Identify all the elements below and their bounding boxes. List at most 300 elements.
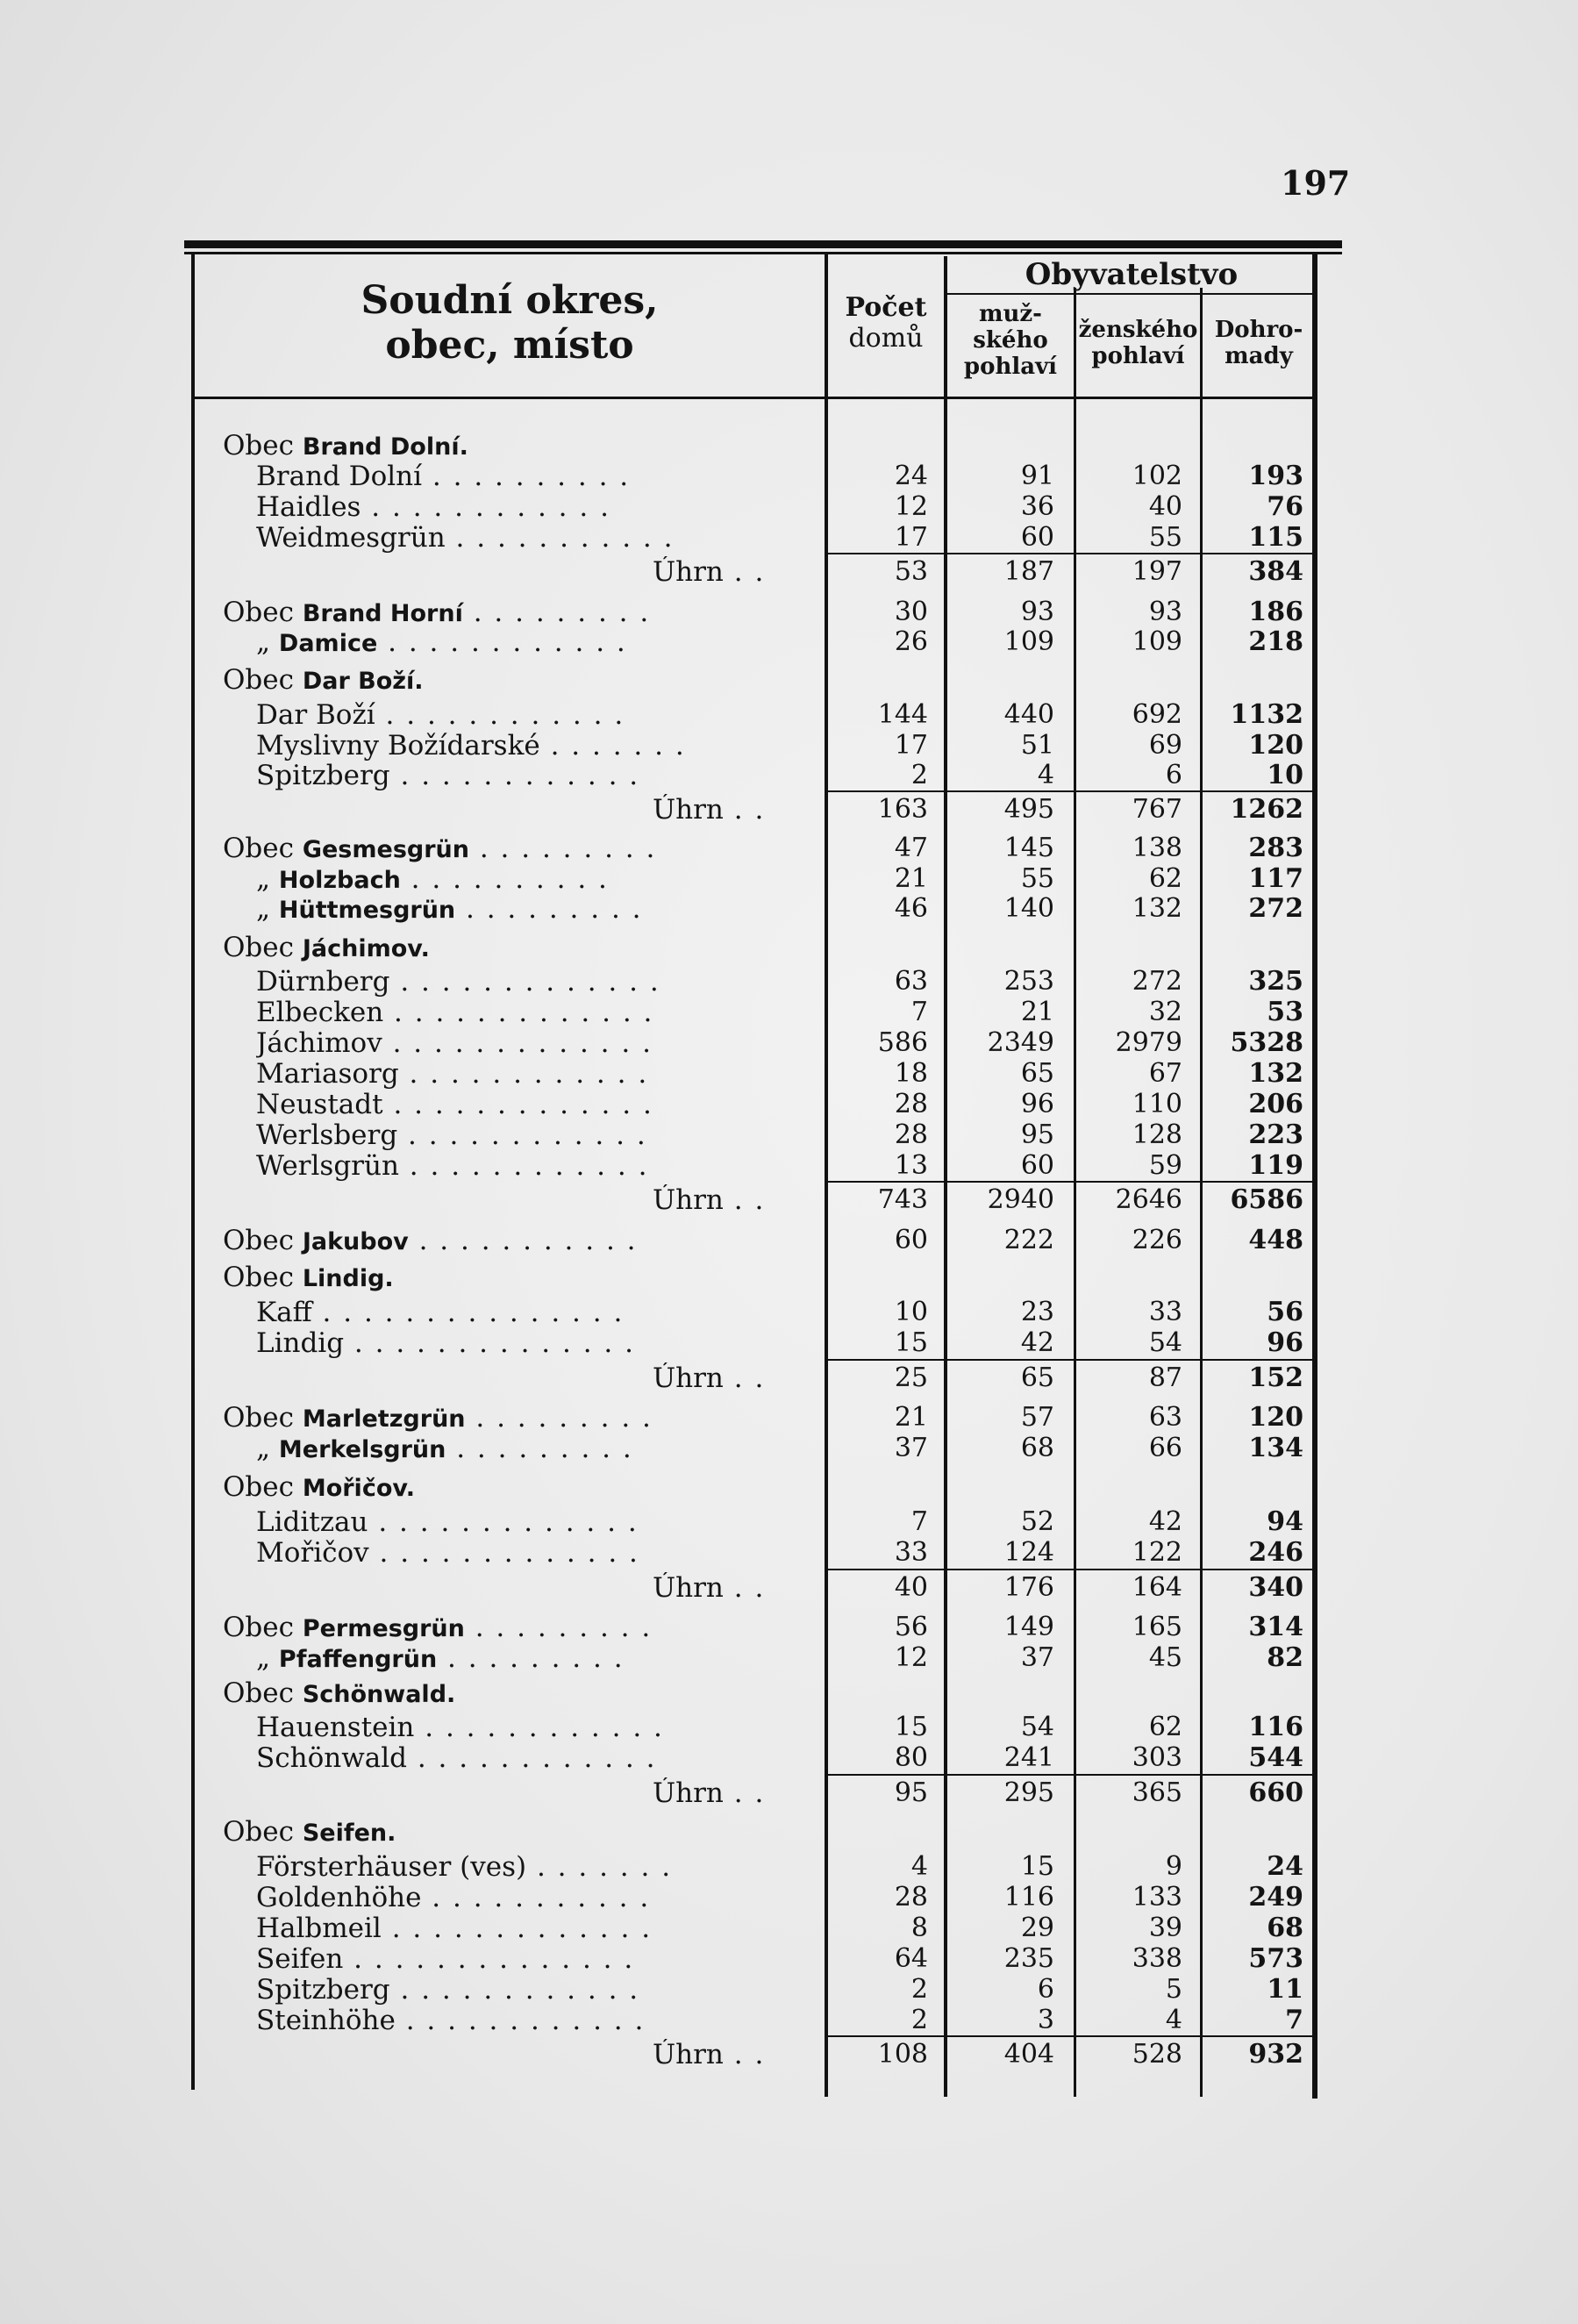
row-label-text: Dar Boží [256,699,375,731]
row-label [256,1712,835,1743]
row-label-text: Úhrn [653,1572,724,1604]
municipality-name: Jakubov [302,1228,409,1255]
row-label [256,1089,835,1120]
female-cell: 66 [1148,1433,1182,1463]
dot-leader: . . . . . . . . . . . . . [382,1027,653,1059]
male-cell: 37 [1020,1642,1054,1673]
total-header-line2: mady [1225,342,1293,369]
dot-leader: . . . . . . . [539,730,686,762]
male-cell: 60 [1020,1150,1054,1181]
row-label-text: Úhrn [653,1777,724,1809]
total-cell: 6586 [1230,1184,1303,1215]
dot-leader: . . . . . . . . . . . . . . [343,1943,635,1975]
table-row [0,1433,1578,1462]
total-cell: 7 [1285,2005,1303,2035]
dot-leader: . . [723,1362,766,1394]
dot-leader: . . . . . . . . . . . [408,1225,638,1256]
table-row [0,1943,1578,1973]
houses-cell: 21 [894,863,928,894]
dot-leader: . . . . . . . . . [446,1433,633,1464]
female-cell: 767 [1132,794,1182,825]
dot-leader: . . . . . . . . . . . . . [389,966,660,998]
table-row [0,461,1578,490]
male-cell: 253 [1003,966,1054,997]
row-label [256,863,835,895]
row-label-text: Seifen [256,1943,344,1975]
female-cell: 69 [1148,730,1182,761]
dot-leader: . . . . . . . . . [437,1642,625,1674]
row-label [223,1262,802,1293]
row-label [256,461,835,492]
row-label [256,1058,835,1090]
row-label [256,1433,835,1464]
row-label [256,1851,835,1883]
male-cell: 15 [1020,1851,1054,1882]
row-label-text: Schönwald [256,1742,407,1774]
total-cell: 1262 [1230,794,1303,825]
dot-leader: . . . . . . . . . . . . . . [344,1327,635,1359]
summary-row [0,794,1578,824]
male-cell: 21 [1020,997,1054,1027]
houses-cell: 56 [894,1612,928,1642]
female-cell: 528 [1132,2039,1182,2070]
row-label-text: Steinhöhe [256,2005,396,2036]
houses-header [828,293,944,354]
dot-leader: . . . . . . . . . . . . [361,491,610,523]
row-label-text: Hauenstein [256,1712,415,1743]
dot-leader: . . [723,1572,766,1604]
district-header [195,279,825,368]
row-label-text: Obec [223,597,303,628]
houses-cell: 24 [894,461,928,491]
total-cell: 10 [1267,760,1303,790]
municipality-name: Lindig. [302,1265,394,1292]
female-cell: 164 [1132,1572,1182,1603]
row-label [256,997,835,1028]
male-cell: 440 [1003,699,1054,730]
row-label-text: Mořičov [256,1537,369,1569]
houses-cell: 743 [877,1184,928,1215]
row-label-text: „ [256,1433,279,1464]
row-label [223,664,802,696]
total-cell: 448 [1248,1225,1303,1255]
houses-cell: 7 [910,1506,928,1537]
male-cell: 52 [1020,1506,1054,1537]
houses-cell: 33 [894,1537,928,1568]
total-cell: 68 [1267,1913,1303,1943]
total-cell: 117 [1248,863,1303,894]
total-cell: 76 [1267,491,1303,522]
municipality-name: Marletzgrün [302,1405,466,1433]
houses-cell: 25 [894,1362,928,1393]
table-row [0,491,1578,521]
table-row [0,1262,1578,1291]
male-cell: 124 [1003,1537,1054,1568]
table-row [0,1882,1578,1912]
female-cell: 62 [1148,1712,1182,1742]
total-cell: 283 [1248,833,1303,863]
summary-row [0,1777,1578,1807]
row-label-text: Dürnberg [256,966,390,998]
row-label-text: Jáchimov [256,1027,382,1059]
row-label-text: Neustadt [256,1089,383,1120]
municipality-name: Jáchimov. [302,935,430,962]
total-cell: 340 [1248,1572,1303,1603]
houses-cell: 144 [877,699,928,730]
row-label [223,1677,802,1709]
dot-leader: . . . . . . . . . . . . . . . [311,1297,625,1328]
row-label [256,1537,835,1569]
houses-cell: 163 [877,794,928,825]
total-cell: 193 [1248,461,1303,491]
row-label [256,1943,835,1975]
total-cell: 120 [1248,1402,1303,1433]
dot-leader: . . [723,556,766,588]
row-label-text: Haidles [256,491,361,523]
row-label [256,491,835,523]
row-label [256,626,835,658]
male-cell: 36 [1020,491,1054,522]
houses-cell: 28 [894,1882,928,1913]
male-cell: 91 [1020,461,1054,491]
houses-cell: 95 [894,1777,928,1808]
table-row [0,1089,1578,1119]
row-label-text: Weidmesgrün [256,522,446,554]
total-cell: 660 [1248,1777,1303,1808]
summary-row [0,2039,1578,2069]
summary-row [0,1184,1578,1214]
female-cell: 132 [1132,893,1182,924]
row-label [256,1119,835,1151]
male-cell: 222 [1003,1225,1054,1255]
dot-leader: . . . . . . . . . [465,1402,653,1434]
row-label [223,1612,802,1643]
dot-leader: . . . . . . . . . . . . [414,1712,664,1743]
female-cell: 303 [1132,1742,1182,1773]
row-label-text: Úhrn [653,1362,724,1394]
table-row [0,1851,1578,1881]
total-cell: 246 [1248,1537,1303,1568]
table-row [0,2005,1578,2034]
total-cell: 132 [1248,1058,1303,1089]
female-cell: 39 [1148,1913,1182,1943]
female-cell: 2979 [1115,1027,1182,1058]
row-label-text: Úhrn [653,556,724,588]
row-label [223,1225,802,1256]
row-label-text: Obec [223,430,303,461]
row-label [256,1882,835,1913]
houses-cell: 10 [894,1297,928,1327]
houses-cell: 2 [910,1974,928,2005]
houses-cell: 17 [894,730,928,761]
male-cell: 96 [1020,1089,1054,1119]
dot-leader: . . . . . . . . . [468,833,657,864]
row-label-text: Úhrn [653,794,724,826]
male-cell: 55 [1020,863,1054,894]
dot-leader: . . . . . . . [526,1851,673,1883]
male-cell: 241 [1003,1742,1054,1773]
female-cell: 33 [1148,1297,1182,1327]
row-label-text: „ [256,1642,279,1674]
total-cell: 94 [1267,1506,1303,1537]
houses-header-line1: Počet [845,292,927,323]
dot-leader: . . . . . . . . . . . . [389,1974,640,2006]
district-header-line2: obec, místo [385,322,634,368]
municipality-name: Hüttmesgrün [278,897,456,924]
female-cell: 226 [1132,1225,1182,1255]
houses-cell: 28 [894,1089,928,1119]
table-row [0,1742,1578,1772]
row-label-text: Obec [223,1677,303,1709]
male-cell: 93 [1020,597,1054,627]
table-row [0,1150,1578,1180]
table-row [0,1119,1578,1149]
population-header-rule [947,293,1316,295]
total-cell: 1132 [1230,699,1303,730]
male-cell: 295 [1003,1777,1054,1808]
table-row [0,1225,1578,1255]
row-label-text: „ [256,626,279,658]
row-label [256,2005,835,2036]
dot-leader: . . [723,1184,766,1216]
houses-cell: 53 [894,556,928,587]
dot-leader: . . . . . . . . . . . . . [382,1089,653,1120]
dot-leader: . . . . . . . . . . . . [398,1058,649,1090]
header-bottom-rule [191,397,1317,399]
total-cell: 120 [1248,730,1303,761]
total-cell: 272 [1248,893,1303,924]
row-label-text: Obec [223,833,303,864]
dot-leader: . . . . . . . . . . . [445,522,675,554]
female-cell: 67 [1148,1058,1182,1089]
female-cell: 93 [1148,597,1182,627]
female-cell: 197 [1132,556,1182,587]
row-label-text: Goldenhöhe [256,1882,422,1913]
municipality-name: Dar Boží. [302,668,424,695]
dot-leader: . . [723,794,766,826]
female-cell: 2646 [1115,1184,1182,1215]
dot-leader: . . . . . . . . . . . . [406,1742,657,1774]
houses-cell: 12 [894,1642,928,1673]
row-label [223,1402,802,1434]
row-label-text: Lindig [256,1327,345,1359]
female-cell: 54 [1148,1327,1182,1358]
male-cell: 68 [1020,1433,1054,1463]
total-cell: 119 [1248,1150,1303,1181]
row-label [256,522,835,554]
houses-cell: 21 [894,1402,928,1433]
total-cell: 573 [1248,1943,1303,1974]
row-label-text: Liditzau [256,1506,368,1538]
row-label-text: Werlsberg [256,1119,398,1151]
total-cell: 56 [1267,1297,1303,1327]
female-cell: 338 [1132,1943,1182,1974]
summary-row [0,556,1578,586]
female-cell: 138 [1132,833,1182,863]
row-label [256,730,835,762]
male-cell: 23 [1020,1297,1054,1327]
table-row [0,1537,1578,1567]
male-cell: 109 [1003,626,1054,657]
total-cell: 249 [1248,1882,1303,1913]
male-cell: 495 [1003,794,1054,825]
male-cell: 140 [1003,893,1054,924]
female-cell: 9 [1165,1851,1182,1882]
row-label [256,760,835,791]
dot-leader: . . . . . . . . . . . . . [368,1537,639,1569]
row-label [256,1297,835,1328]
total-cell: 82 [1267,1642,1303,1673]
population-header: Obyvatelstvo [1025,257,1239,292]
row-label [256,1150,835,1182]
male-cell: 51 [1020,730,1054,761]
houses-cell: 18 [894,1058,928,1089]
male-cell: 65 [1020,1362,1054,1393]
total-cell: 384 [1248,556,1303,587]
page-number: 197 [1281,163,1351,203]
top-rule-thin [184,252,1342,254]
dot-leader: . . [723,2039,766,2070]
female-cell: 62 [1148,863,1182,894]
male-cell: 42 [1020,1327,1054,1358]
table-row [0,1974,1578,2004]
row-label-text: Obec [223,664,303,696]
male-cell: 2940 [987,1184,1054,1215]
table-row [0,1058,1578,1088]
male-header-line1: muž- [979,301,1042,327]
row-label-text: „ [256,893,279,925]
summary-rule [828,1359,1312,1361]
dot-leader: . . [723,1777,766,1809]
houses-cell: 28 [894,1119,928,1150]
female-cell: 122 [1132,1537,1182,1568]
male-cell: 3 [1037,2005,1054,2035]
female-header-line1: ženského [1078,317,1198,343]
table-row [0,522,1578,552]
male-cell: 145 [1003,833,1054,863]
female-cell: 5 [1165,1974,1182,2005]
table-row [0,1471,1578,1501]
row-label [223,430,802,461]
female-cell: 110 [1132,1089,1182,1119]
dot-leader: . . . . . . . . . . . . [375,699,625,731]
municipality-name: Holzbach [278,867,401,894]
total-cell: 325 [1248,966,1303,997]
male-header [947,302,1074,381]
dot-leader: . . . . . . . . . . . . [377,626,627,658]
total-cell: 223 [1248,1119,1303,1150]
houses-cell: 80 [894,1742,928,1773]
total-header-line1: Dohro- [1214,317,1303,343]
row-label-text: Elbecken [256,997,384,1028]
dot-leader: . . . . . . . . . [455,893,643,925]
houses-cell: 108 [877,2039,928,2070]
municipality-name: Merkelsgrün [278,1436,446,1463]
table-row [0,1027,1578,1057]
table-row [0,1327,1578,1357]
row-label-text: Úhrn [653,1184,724,1216]
houses-cell: 2 [910,2005,928,2035]
houses-cell: 13 [894,1150,928,1181]
total-cell: 544 [1248,1742,1303,1773]
dot-leader: . . . . . . . . . . . . [398,1150,649,1182]
male-cell: 54 [1020,1712,1054,1742]
female-cell: 102 [1132,461,1182,491]
female-cell: 165 [1132,1612,1182,1642]
houses-cell: 40 [894,1572,928,1603]
dot-leader: . . . . . . . . . . . . . [368,1506,639,1538]
row-label [223,833,802,864]
total-cell: 115 [1248,522,1303,553]
row-label-text: Obec [223,1225,303,1256]
row-label [256,1742,835,1774]
municipality-name: Damice [278,630,378,657]
row-label-text: Obec [223,1816,303,1848]
municipality-name: Brand Dolní. [302,433,468,461]
houses-cell: 8 [910,1913,928,1943]
summary-rule [828,1569,1312,1570]
male-cell: 95 [1020,1119,1054,1150]
houses-header-line2: domů [848,322,924,354]
houses-cell: 7 [910,997,928,1027]
row-label-text: Obec [223,1262,303,1293]
dot-leader: . . . . . . . . . . [422,461,631,492]
dot-leader: . . . . . . . . . [462,597,651,628]
row-label [223,932,802,963]
total-cell: 932 [1248,2039,1303,2070]
table-row [0,863,1578,893]
table-row [0,1816,1578,1846]
row-label-text: Obec [223,1402,303,1434]
row-label [256,1327,835,1359]
summary-row [0,1572,1578,1602]
female-cell: 109 [1132,626,1182,657]
houses-cell: 46 [894,893,928,924]
total-cell: 96 [1267,1327,1303,1358]
municipality-name: Permesgrün [302,1615,465,1642]
male-cell: 65 [1020,1058,1054,1089]
male-cell: 404 [1003,2039,1054,2070]
row-label-text: Halbmeil [256,1913,382,1944]
row-label-text: Spitzberg [256,1974,390,2006]
houses-cell: 15 [894,1712,928,1742]
table-row [0,1642,1578,1672]
total-cell: 53 [1267,997,1303,1027]
female-cell: 692 [1132,699,1182,730]
row-label [256,699,835,731]
row-label-text: Obec [223,1612,303,1643]
total-cell: 116 [1248,1712,1303,1742]
summary-rule [828,1181,1312,1183]
table-row [0,997,1578,1026]
municipality-name: Gesmesgrün [302,836,469,863]
male-cell: 235 [1003,1943,1054,1974]
row-label-text: Mariasorg [256,1058,399,1090]
female-cell: 32 [1148,997,1182,1027]
dot-leader: . . . . . . . . . [464,1612,653,1643]
total-header [1203,318,1315,370]
table-row [0,966,1578,996]
table-row [0,760,1578,790]
female-cell: 272 [1132,966,1182,997]
table-row [0,699,1578,729]
table-row [0,932,1578,962]
row-label [223,1816,802,1848]
municipality-name: Pfaffengrün [278,1646,438,1673]
dot-leader: . . . . . . . . . . [400,863,609,895]
male-cell: 2349 [987,1027,1054,1058]
municipality-name: Brand Horní [302,600,463,627]
